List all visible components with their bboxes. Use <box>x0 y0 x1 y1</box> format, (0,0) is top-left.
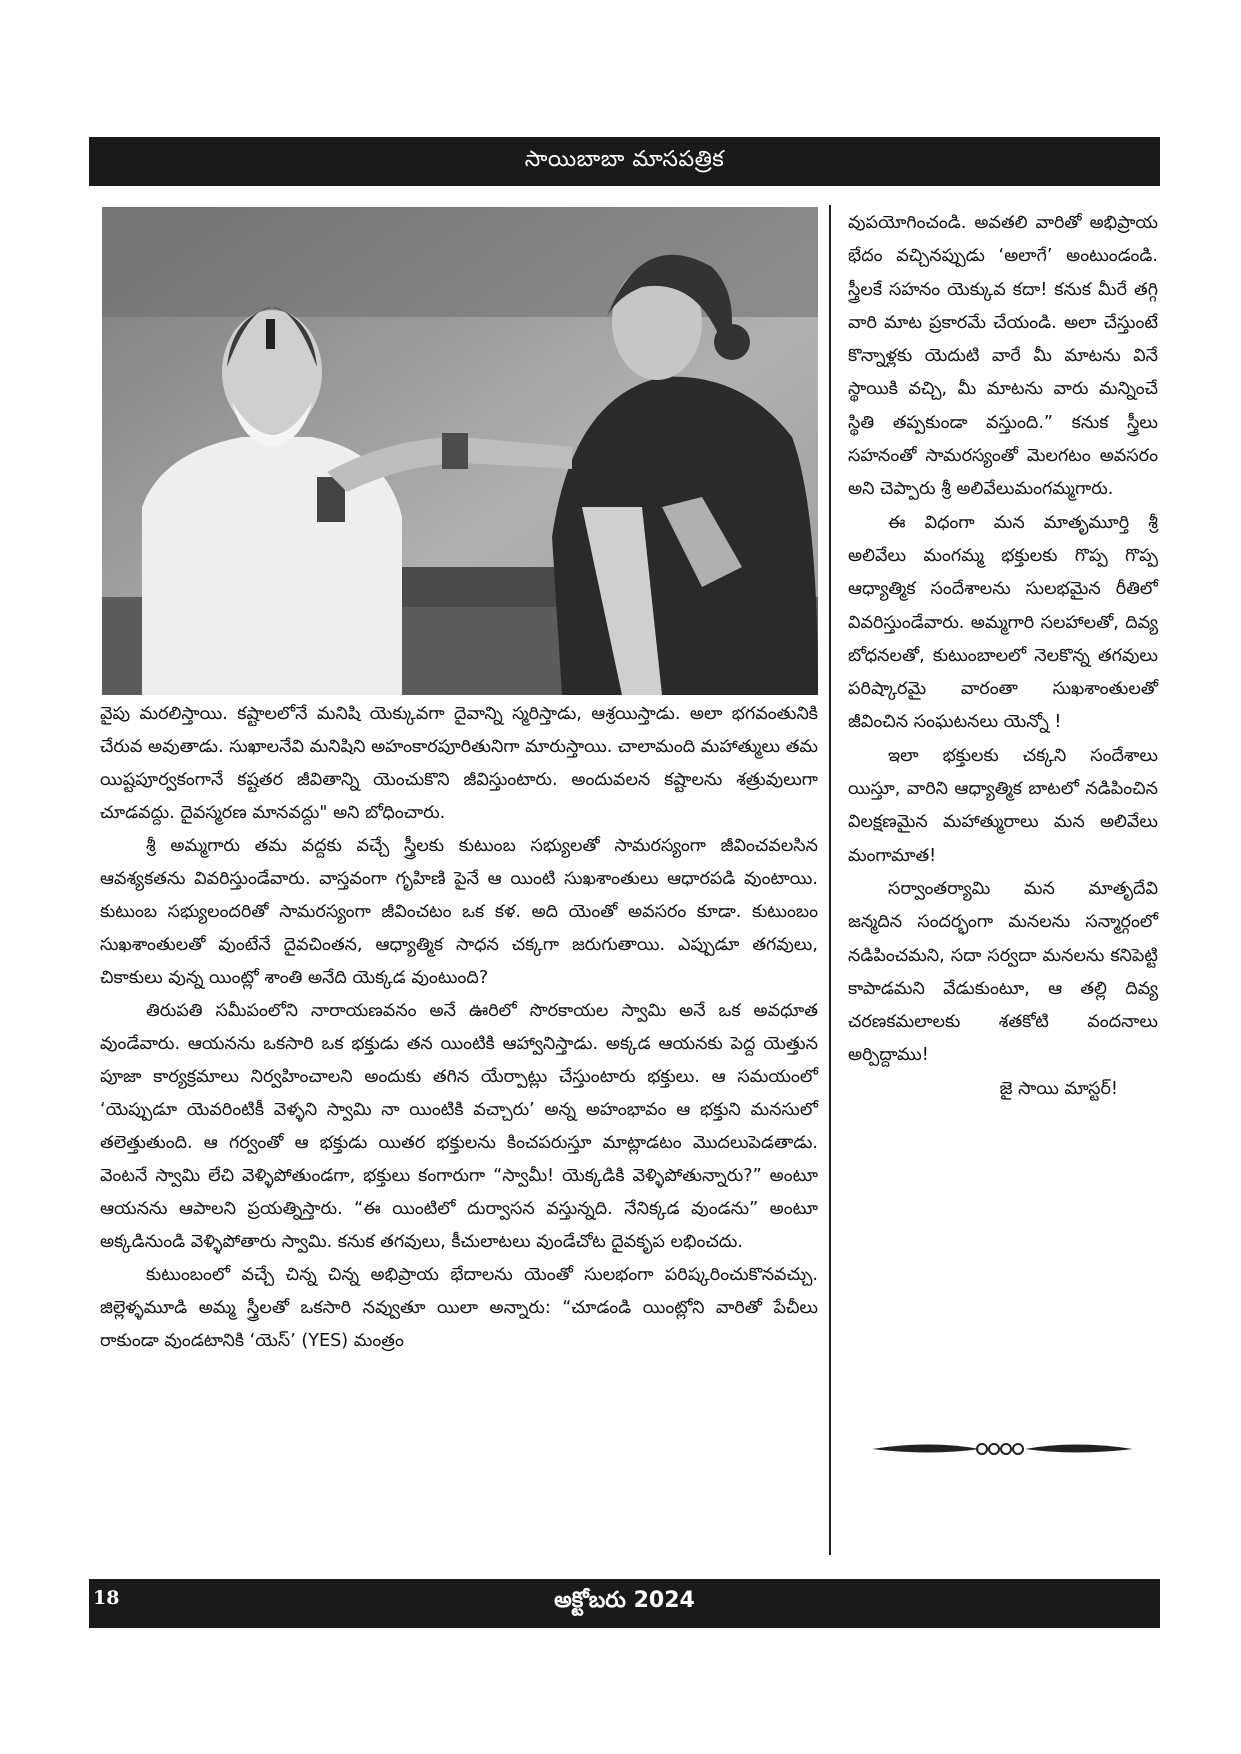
magazine-title: సాయిబాబా మాసపత్రిక <box>524 146 725 172</box>
page-number: 18 <box>93 1587 120 1609</box>
main-paragraph-1: వైపు మరలిస్తాయి. కష్టాలలోనే మనిషి యెక్కువగా దైవాన్ని స్మరిస్తాడు, ఆశ్రయిస్తాడు. అలా భగవంతునికి చేరువ అవుతాడు. సుఖాలనేవి మనిషిని అహంకారపూరితునిగా మారుస్తాయి. చాలామంది మహాత్ములు తమ యిష్టపూర్వకంగానే కష్టతర జీవితాన్ని యెంచుకొని జీవిస్తుంటారు. అందువలన కష్టాలను శత్రువులుగా చూడవద్దు. దైవస్మరణ మానవద్దు" అని బోధించారు. <box>100 704 818 823</box>
photo-devotees <box>102 207 818 695</box>
main-paragraph-3: తిరుపతి సమీపంలోని నారాయణవనం అనే ఊరిలో సొరకాయల స్వామి అనే ఒక అవధూత వుండేవారు. ఆయనను ఒకసారి ఒక భక్తుడు తన యింటికి ఆహ్వానిస్తాడు. అక్కడ ఆయనకు పెద్ద యెత్తున పూజా కార్యక్రమాలు నిర్వహించాలని అందుకు తగిన యేర్పాట్లు చేస్తుంటారు భక్తులు. ఆ సమయంలో ‘యెప్పుడూ యెవరింటికీ వెళ్ళని స్వామి నా యింటికి వచ్చారు’ అన్న అహంభావం ఆ భక్తుని మనసులో తలెత్తుతుంది. ఆ గర్వంతో ఆ భక్తుడు యితర భక్తులను కించపరుస్తూ మాట్లాడటం మొదలుపెడతాడు. వెంటనే స్వామి లేచి వెళ్ళిపోతుండగా, భక్తులు కంగారుగా “స్వామీ! యెక్కడికి వెళ్ళిపోతున్నారు?” అంటూ ఆయనను ఆపాలని ప్రయత్నిస్తారు. “ఈ యింటిలో దుర్వాసన వస్తున్నది. నేనిక్కడ వుండను” అంటూ అక్కడినుండి వెళ్ళిపోతారు స్వామి. కనుక తగవులు, కీచులాటలు వుండేచోట దైవకృప లభించదు. <box>100 1001 818 1252</box>
column-divider <box>829 205 831 1555</box>
page-footer <box>89 1579 1160 1628</box>
main-paragraph-4: కుటుంబంలో వచ్చే చిన్న చిన్న అభిప్రాయ భేదాలను యెంతో సులభంగా పరిష్కరించుకొనవచ్చు. జిల్లెళ్ళమూడి అమ్మ స్త్రీలతో ఒకసారి నవ్వుతూ యిలా అన్నారు: “చూడండి యింట్లోని వారితో పేచీలు రాకుండా వుండటానికి ‘యెస్’ (YES) మంత్రం <box>100 1265 818 1351</box>
photo-illustration <box>102 207 818 695</box>
side-paragraph-2: ఈ విధంగా మన మాతృమూర్తి శ్రీ అలివేలు మంగమ్మ భక్తులకు గొప్ప గొప్ప ఆధ్యాత్మిక సందేశాలను సులభమైన రీతిలో వివరిస్తుండేవారు. అమ్మగారి సలహాలతో, దివ్య బోధనలతో, కుటుంబాలలో నెలకొన్న తగవులు పరిష్కారమై వారంతా సుఖశాంతులతో జీవించిన సంఘటనలు యెన్నో ! <box>848 512 1158 733</box>
ornament-divider-icon <box>870 1436 1135 1462</box>
side-paragraph-4: సర్వాంతర్యామి మన మాతృదేవి జన్మదిన సందర్భంగా మనలను సన్మార్గంలో నడిపించమని, సదా సర్వదా మనలను కనిపెట్టి కాపాడమని వేడుకుంటూ, ఆ తల్లి దివ్య చరణకమలాలకు శతకోటి వందనాలు అర్పిద్దాము! <box>848 878 1158 1066</box>
issue-date: అక్టోబరు 2024 <box>554 1588 695 1613</box>
main-article-column <box>100 698 818 1358</box>
signoff: జై సాయి మాస్టర్! <box>999 1078 1118 1099</box>
side-paragraph-1: వుపయోగించండి. అవతలి వారితో అభిప్రాయ భేదం వచ్చినప్పుడు ‘అలాగే’ అంటుండండి. స్త్రీలకే సహనం యెక్కువ కదా! కనుక మీరే తగ్గి వారి మాట ప్రకారమే చేయండి. అలా చేస్తుంటే కొన్నాళ్లకు యెదుటి వారే మీ మాటను వినే స్థాయికి వచ్చి, మీ మాటను వారు మన్నించే స్థితి తప్పకుండా వస్తుంది.” కనుక స్త్రీలు సహనంతో సామరస్యంతో మెలగటం అవసరం అని చెప్పారు శ్రీ అలివేలుమంగమ్మగారు. <box>848 213 1158 500</box>
side-article-column <box>848 207 1158 1106</box>
side-paragraph-3: ఇలా భక్తులకు చక్కని సందేశాలు యిస్తూ, వారిని ఆధ్యాత్మిక బాటలో నడిపించిన విలక్షణమైన మహాత్మురాలు మన అలివేలు మంగామాత! <box>848 745 1158 866</box>
magazine-header <box>89 137 1160 186</box>
main-paragraph-2: శ్రీ అమ్మగారు తమ వద్దకు వచ్చే స్త్రీలకు కుటుంబ సభ్యులతో సామరస్యంగా జీవించవలసిన ఆవశ్యకతను వివరిస్తుండేవారు. వాస్తవంగా గృహిణి పైనే ఆ యింటి సుఖశాంతులు ఆధారపడి వుంటాయి. కుటుంబ సభ్యులందరితో సామరస్యంగా జీవించటం ఒక కళ. అది యెంతో అవసరం కూడా. కుటుంబం సుఖశాంతులతో వుంటేనే దైవచింతన, ఆధ్యాత్మిక సాధన చక్కగా జరుగుతాయి. ఎప్పుడూ తగవులు, చికాకులు వున్న యింట్లో శాంతి అనేది యెక్కడ వుంటుంది? <box>100 836 818 988</box>
